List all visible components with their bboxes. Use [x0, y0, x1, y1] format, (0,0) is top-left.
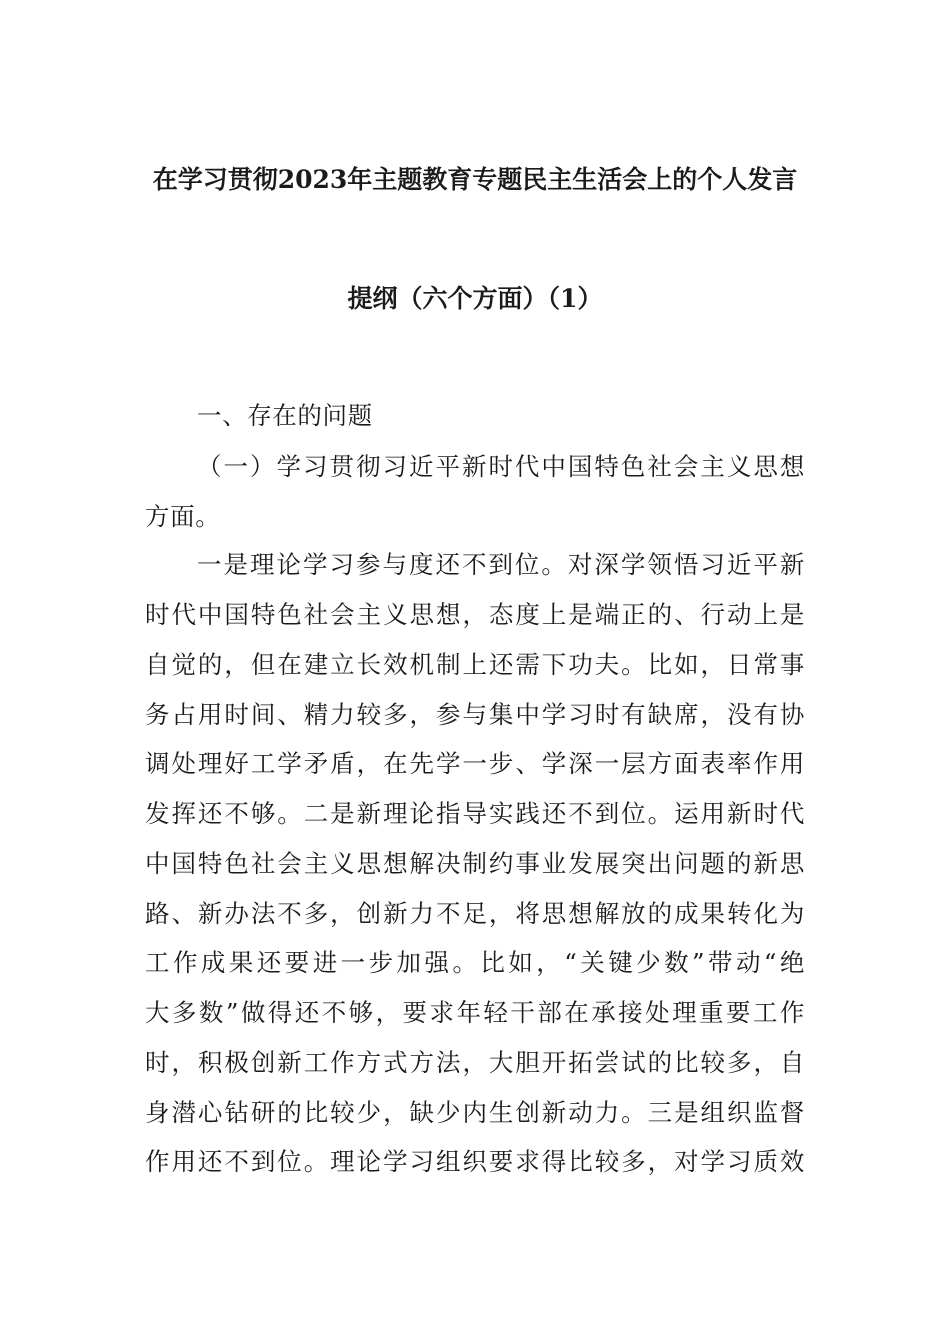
body-line: 自觉的，但在建立长效机制上还需下功夫。比如，日常事: [145, 650, 805, 679]
body-line: 身潜心钻研的比较少，缺少内生创新动力。三是组织监督: [145, 1098, 805, 1127]
body-line: 工作成果还要进一步加强。比如，“关键少数”带动“绝: [145, 948, 805, 977]
body-line: 调处理好工学矛盾，在先学一步、学深一层方面表率作用: [145, 749, 805, 778]
body-line: 作用还不到位。理论学习组织要求得比较多，对学习质效: [145, 1147, 805, 1176]
body-line: 时，积极创新工作方式方法，大胆开拓尝试的比较多，自: [145, 1048, 805, 1077]
body-line: 路、新办法不多，创新力不足，将思想解放的成果转化为: [145, 899, 805, 928]
body-line: 中国特色社会主义思想解决制约事业发展突出问题的新思: [145, 849, 805, 878]
body-line: 发挥还不够。二是新理论指导实践还不到位。运用新时代: [145, 799, 805, 828]
document-title-line-1: 在学习贯彻2023年主题教育专题民主生活会上的个人发言: [152, 165, 798, 194]
body-line: 大多数”做得还不够，要求年轻干部在承接处理重要工作: [145, 998, 805, 1027]
body-line: 务占用时间、精力较多，参与集中学习时有缺席，没有协: [145, 700, 805, 729]
document-title-line-2: 提纲（六个方面）（1）: [347, 284, 603, 313]
subsection-heading-line-2: 方面。: [145, 502, 221, 531]
section-heading: 一、存在的问题: [197, 401, 373, 430]
body-line: 时代中国特色社会主义思想，态度上是端正的、行动上是: [145, 600, 805, 629]
body-line: 一是理论学习参与度还不到位。对深学领悟习近平新: [197, 550, 805, 579]
subsection-heading-line-1: （一）学习贯彻习近平新时代中国特色社会主义思想: [197, 452, 805, 481]
